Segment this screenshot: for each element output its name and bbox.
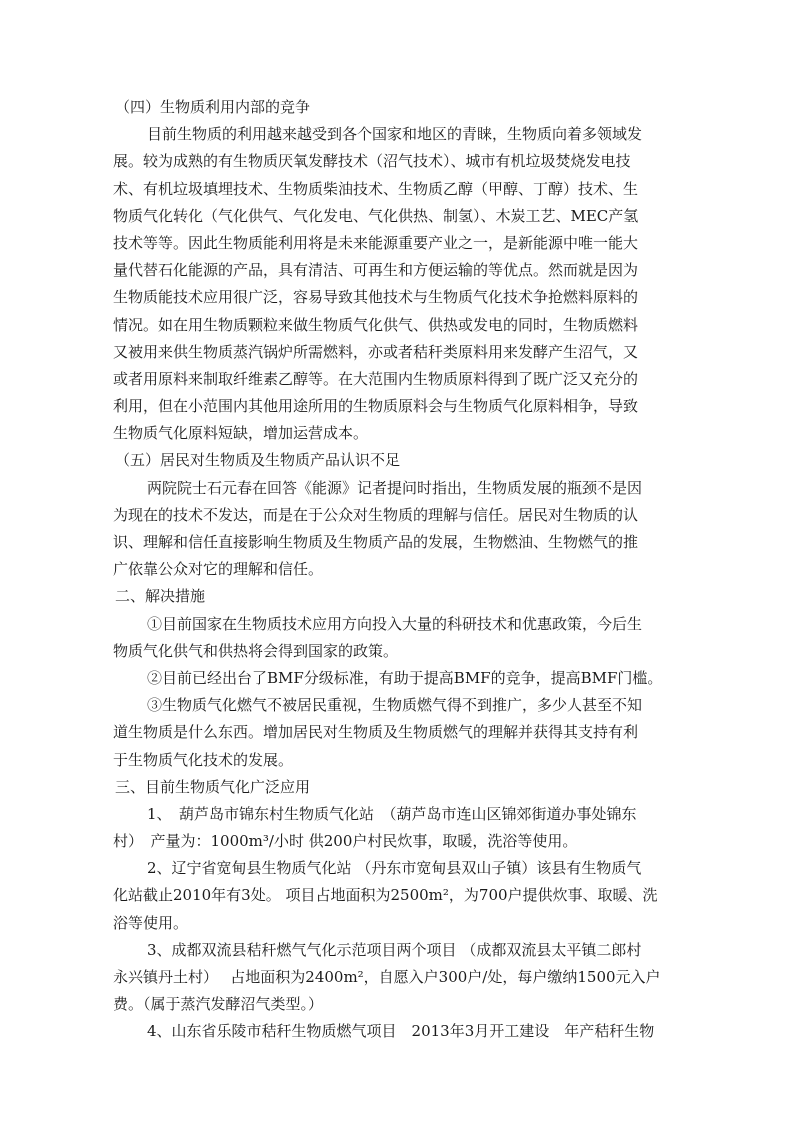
text-line: 利用，但在小范围内其他用途所用的生物质原料会与生物质气化原料相争，导致 <box>113 397 639 416</box>
text-line: 识、理解和信任直接影响生物质及生物质产品的发展，生物燃油、生物燃气的推 <box>113 533 639 551</box>
text-line: 化站截止2010年有3处。 项目占地面积为2500m²，为700户提供炊事、取暖、洗 <box>113 886 658 905</box>
text-line: ①目前国家在生物质技术应用方向投入大量的科研技术和优惠政策，今后生 <box>147 614 643 633</box>
text-line: 生物质气化原料短缺，增加运营成本。 <box>113 424 369 443</box>
text-line: 浴等使用。 <box>113 913 189 932</box>
text-line: 1、 葫芦岛市锦东村生物质气化站 （葫芦岛市连山区锦郊街道办事处锦东 <box>147 804 637 823</box>
text-line: 目前生物质的利用越来越受到各个国家和地区的青睐，生物质向着多领域发 <box>147 125 643 144</box>
text-line: 两院院士石元春在回答《能源》记者提问时指出，生物质发展的瓶颈不是因 <box>147 478 643 497</box>
text-line: 技术等等。因此生物质能利用将是未来能源重要产业之一，是新能源中唯一能大 <box>113 233 639 252</box>
text-line: 物质气化供气和供热将会得到国家的政策。 <box>113 641 399 660</box>
text-line: 量代替石化能源的产品，具有清洁、可再生和方便运输的等优点。然而就是因为 <box>113 261 639 280</box>
section-heading: 二、解决措施 <box>115 587 206 606</box>
text-line: 为现在的技术不发达，而是在于公众对生物质的理解与信任。居民对生物质的认 <box>113 505 639 524</box>
text-line: 展。较为成熟的有生物质厌氧发酵技术（沼气技术）、城市有机垃圾焚烧发电技 <box>113 152 631 171</box>
text-line: 村） 产量为：1000m³/小时 供200户村民炊事，取暖，洗浴等使用。 <box>113 832 578 851</box>
text-line: 术、有机垃圾填埋技术、生物质柴油技术、生物质乙醇（甲醇、丁醇）技术、生 <box>113 179 639 198</box>
text-line: 2、辽宁省宽甸县生物质气化站 （丹东市宽甸县双山子镇）该县有生物质气 <box>147 859 642 878</box>
text-line: 广依靠公众对它的理解和信任。 <box>113 560 324 579</box>
text-line: ③生物质气化燃气不被居民重视，生物质燃气得不到推广，多少人甚至不知 <box>147 696 643 715</box>
text-line: 永兴镇丹土村） 占地面积为2400m²，自愿入户300户/处，每户缴纳1500元入户 <box>113 968 661 986</box>
document-body <box>113 94 683 1046</box>
text-line: 或者用原料来制取纤维素乙醇等。在大范围内生物质原料得到了既广泛又充分的 <box>113 369 639 388</box>
section-heading: （五）居民对生物质及生物质产品认识不足 <box>115 451 401 470</box>
section-heading: 三、目前生物质气化广泛应用 <box>115 777 311 796</box>
section-heading: （四）生物质利用内部的竞争 <box>115 98 311 116</box>
text-line: 4、山东省乐陵市秸秆生物质燃气项目 2013年3月开工建设 年产秸秆生物 <box>147 1022 655 1041</box>
text-line: 费。（属于蒸汽发酵沼气类型。） <box>113 995 324 1014</box>
text-line: ②目前已经出台了BMF分级标准，有助于提高BMF的竞争，提高BMF门槛。 <box>147 668 663 687</box>
text-line: 3、成都双流县秸秆燃气气化示范项目两个项目 （成都双流县太平镇二郎村 <box>147 940 642 959</box>
text-line: 道生物质是什么东西。增加居民对生物质及生物质燃气的理解并获得其支持有利 <box>113 723 639 742</box>
text-line: 又被用来供生物质蒸汽锅炉所需燃料，亦或者秸秆类原料用来发酵产生沼气，又 <box>113 342 639 361</box>
text-line: 生物质能技术应用很广泛，容易导致其他技术与生物质气化技术争抢燃料原料的 <box>113 288 639 307</box>
text-line: 于生物质气化技术的发展。 <box>113 750 294 769</box>
text-line: 物质气化转化（气化供气、气化发电、气化供热、制氢）、木炭工艺、MEC产氢 <box>113 206 639 225</box>
text-line: 情况。如在用生物质颗粒来做生物质气化供气、供热或发电的同时，生物质燃料 <box>113 315 639 334</box>
